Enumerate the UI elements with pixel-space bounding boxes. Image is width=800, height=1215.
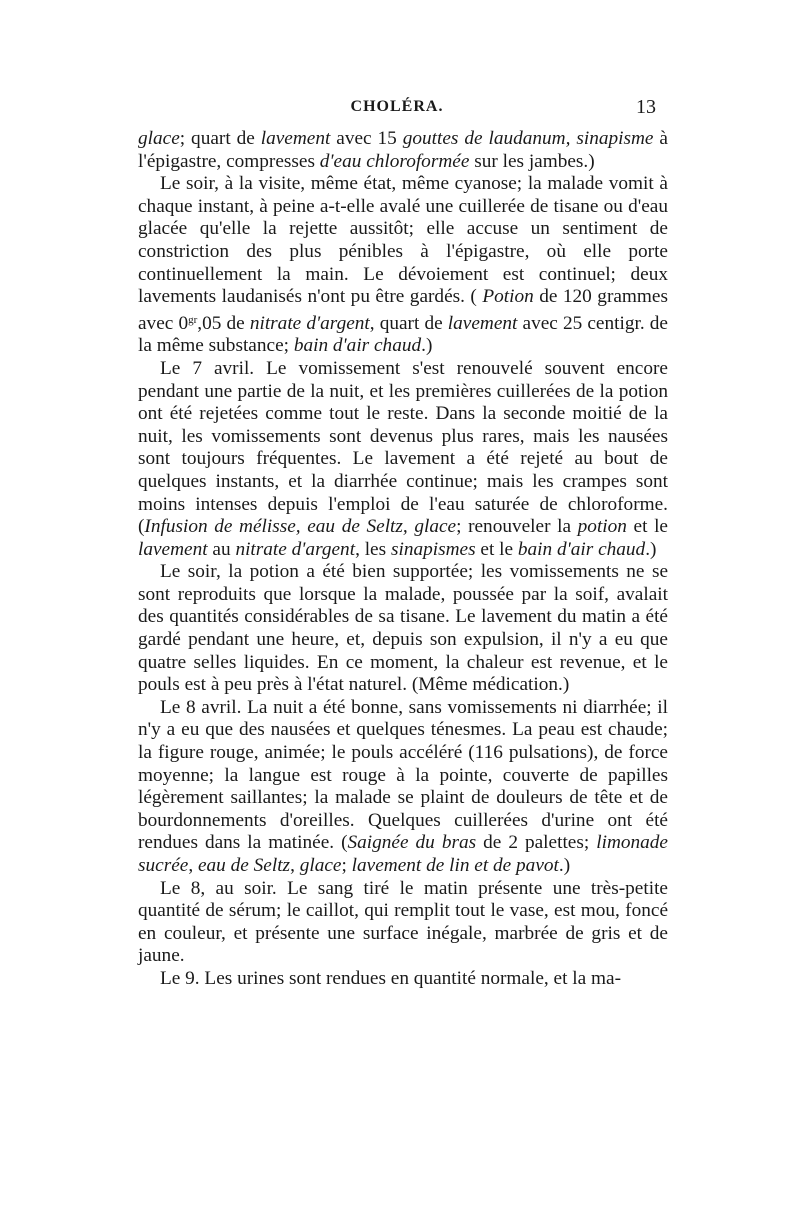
paragraph <box>138 968 668 991</box>
text-run: , quart de <box>369 312 448 334</box>
italic-text: d'eau chloroformée <box>319 150 470 172</box>
paragraph <box>138 878 668 968</box>
italic-text: bain d'air chaud <box>293 335 422 357</box>
text-run: au <box>207 538 236 560</box>
text-run: , <box>188 855 198 876</box>
text-run: .) <box>421 335 433 357</box>
italic-text: eau de Seltz <box>197 855 291 876</box>
italic-text: lavement de lin et de pavot <box>351 855 559 876</box>
text-run: ; renouveler la <box>456 516 578 538</box>
italic-text: potion <box>577 516 627 538</box>
italic-text: Infusion de mélisse, eau de Seltz, glace <box>144 516 457 538</box>
italic-text: sinapismes <box>390 538 476 560</box>
page-header <box>138 98 656 126</box>
paragraph <box>138 128 668 173</box>
text-run: de 2 palettes; <box>476 832 597 854</box>
text-run: Le 8 avril. La nuit a été bonne, sans vomissements ni diarrhée; il n'y a eu que des nausées et quelques ténesmes. La peau est chaude; la figure rouge, animée; le pouls accéléré (116 pulsations), de force moyenne; la langue est rouge à la pointe, couverte de papilles légèrement saillantes; la malade se plaint de douleurs de tête et de bourdonnements d'oreilles. Quelques cuillerées d'urine ont été rendues dans la matinée. ( <box>138 696 668 854</box>
text-run: ,05 de <box>197 312 250 334</box>
text-run: à l'épigastre, compresses <box>138 128 668 172</box>
text-run: ; quart de <box>179 128 261 149</box>
text-run: et le <box>475 538 518 560</box>
text-run: ; <box>341 855 352 876</box>
italic-text: lavement <box>260 128 331 149</box>
text-run: Le 9. Les urines sont rendues en quantité normale, et la ma- <box>160 967 621 989</box>
italic-text: glace <box>299 855 342 876</box>
paragraph <box>138 561 668 697</box>
text-run: sur les jambes.) <box>469 150 595 172</box>
italic-text: Potion <box>482 286 534 308</box>
body-text <box>138 128 668 991</box>
italic-text: glace <box>138 128 180 149</box>
italic-text: nitrate d'argent <box>235 538 356 560</box>
text-run: avec 25 centigr. de la même substance; <box>138 312 668 357</box>
italic-text: bain d'air chaud <box>517 538 646 560</box>
italic-text: lavement <box>447 312 518 334</box>
italic-text: nitrate d'argent <box>249 312 370 334</box>
text-run: avec 15 <box>330 128 403 149</box>
paragraph <box>138 697 668 878</box>
page-number: 13 <box>636 96 656 118</box>
text-run: Le soir, la potion a été bien supportée; les vomissements ne se sont reproduits que lorsque la malade, poussée par la soif, avalait des quantités considérables de sa tisane. Le lavement du matin a été gardé pendant une heure, et, depuis son expulsion, il n'y a eu que quatre selles liquides. En ce moment, la chaleur est revenue, et le pouls est à peu près à l'état naturel. (Même médication.) <box>138 561 668 696</box>
italic-text: limonade sucrée <box>138 832 668 876</box>
paragraph <box>138 358 668 561</box>
text-run: .) <box>558 855 571 876</box>
text-run: Le soir, à la visite, même état, même cyanose; la malade vomit à chaque instant, à peine a-t-elle avalé une cuillerée de tisane ou d'eau glacée qu'elle la rejette aussitôt; elle accuse un sentiment de constriction des plus pénibles à l'épigastre, où elle porte continuellement la main. Le dévoiement est continuel; deux lavements laudanisés n'ont pu être gardés. ( <box>138 173 668 308</box>
text-run: de 120 grammes avec 0 <box>138 286 668 334</box>
text-run: et le <box>626 516 668 538</box>
text-run: gr <box>188 313 198 326</box>
text-run: , les <box>355 538 391 560</box>
italic-text: gouttes de laudanum, sinapisme <box>402 128 654 149</box>
running-title: CHOLÉRA. <box>350 98 444 115</box>
italic-text: lavement <box>138 538 208 560</box>
paragraph <box>138 173 668 358</box>
text-run: .) <box>645 538 657 560</box>
text-run: , <box>290 855 300 876</box>
text-run: Le 7 avril. Le vomissement s'est renouvelé souvent encore pendant une partie de la nuit, et les premières cuillerées de la potion ont été rejetées comme tout le reste. Dans la seconde moitié de la nuit, les vomissements sont devenus plus rares, mais les nausées sont toujours fréquentes. Le lavement a été rejeté au bout de quelques instants, et la diarrhée continue; mais les crampes sont moins intenses depuis l'emploi de l'eau saturée de chloroforme. ( <box>138 357 668 538</box>
italic-text: Saignée du bras <box>347 832 477 854</box>
text-run: Le 8, au soir. Le sang tiré le matin présente une très-petite quantité de sérum; le caillot, qui remplit tout le vase, est mou, foncé en couleur, et présente une surface inégale, marbrée de gris et de jaune. <box>138 877 668 967</box>
